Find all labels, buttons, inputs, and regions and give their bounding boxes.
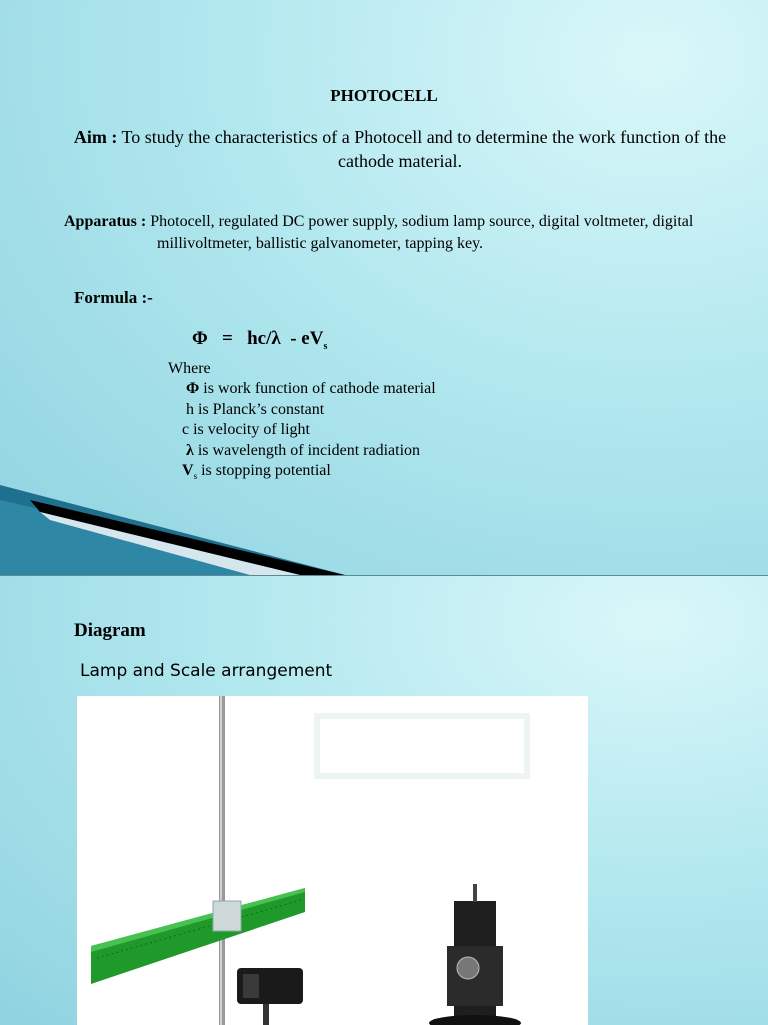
apparatus-label: Apparatus : <box>64 213 147 230</box>
aim-label: Aim : <box>73 127 118 147</box>
def-symbol: Φ <box>186 380 200 397</box>
def-text: is stopping potential <box>197 462 331 479</box>
apparatus-photo <box>77 696 588 1025</box>
def-subscript: s <box>193 471 198 482</box>
page-title: PHOTOCELL <box>330 86 438 105</box>
slide-diagram <box>0 576 768 1025</box>
lamp-and-scale-illustration <box>77 696 588 1025</box>
def-text: c is velocity of light <box>182 421 310 438</box>
apparatus-line-2: millivoltmeter, ballistic galvanometer, tapping key. <box>157 235 484 252</box>
aim-text: To study the characteristics of a Photocell and to determine the work function of the cathode material. <box>117 127 727 171</box>
rod-highlight <box>220 696 222 1025</box>
lamp-stand <box>263 1004 269 1025</box>
def-symbol: λ <box>186 442 194 459</box>
def-text: h is Planck’s constant <box>186 401 325 418</box>
formula-main: Φ = hc/λ - eV <box>192 328 324 349</box>
diagram-subtitle: Lamp and Scale arrangement <box>80 661 333 681</box>
galvanometer-dial <box>457 957 479 979</box>
scale-ticks <box>97 900 301 958</box>
diagram-title: Diagram <box>74 620 146 641</box>
def-text: is work function of cathode material <box>199 380 436 397</box>
formula-subscript: s <box>323 340 328 352</box>
def-text: is wavelength of incident radiation <box>193 442 421 459</box>
where-label: Where <box>168 360 211 377</box>
lamp-lens <box>243 974 259 998</box>
apparatus-line-1: Photocell, regulated DC power supply, sodium lamp source, digital voltmeter, digital <box>146 213 694 230</box>
watermark-shape <box>317 716 527 776</box>
rod-clamp <box>213 901 241 931</box>
galvanometer-suspension <box>473 884 477 902</box>
formula-label: Formula :- <box>74 288 153 307</box>
def-symbol: V <box>182 462 194 479</box>
